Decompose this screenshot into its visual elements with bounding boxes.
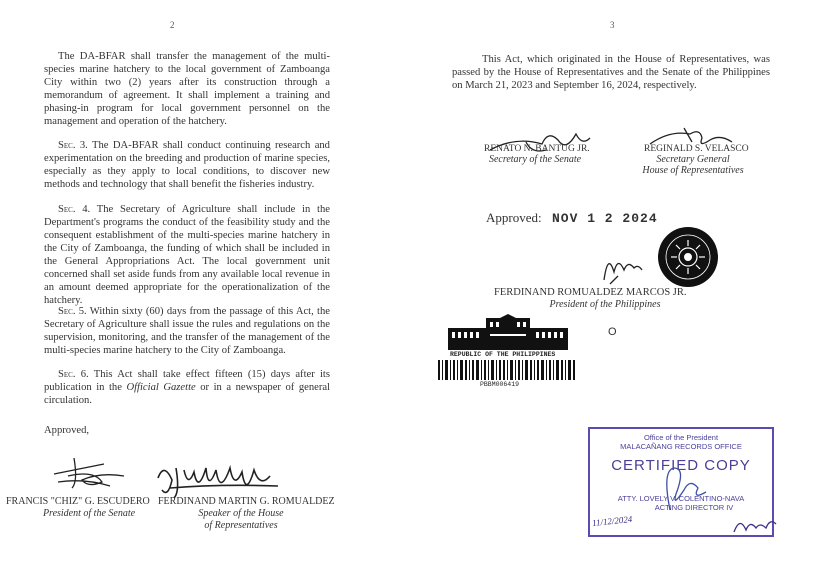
section-5-label: Sec. 5. <box>58 306 87 317</box>
section-6-label: Sec. 6. <box>58 369 89 380</box>
page-number-right: 3 <box>610 20 615 30</box>
paragraph-transfer: The DA-BFAR shall transfer the management of the multi-species marine hatchery to the local government of Zamboanga City within two (2) years after its construction through a memorandum of agreement. It shall implement a training and phasing-in program for local government personnel on the management and operation of the hatchery. <box>44 51 330 127</box>
stamp-director-name: ATTY. LOVELY V. COLENTINO-NAVA <box>617 494 745 503</box>
page-number-left: 2 <box>170 20 175 30</box>
senate-president-name: FRANCIS "CHIZ" G. ESCUDERO <box>6 496 150 507</box>
section-6-gazette: Official Gazette <box>126 382 196 393</box>
stamp-certified-copy: CERTIFIED COPY <box>611 457 751 474</box>
president-title: President of the Philippines <box>549 299 661 310</box>
section-6-text-b: or in a newspaper of general circulation. <box>44 382 330 406</box>
stamp-date-handwritten: 11/12/2024 <box>591 513 633 529</box>
origin-paragraph: This Act, which originated in the House of Representatives, was passed by the House of Representatives and the Senate of the Philippines on March 21, 2023 and September 16, 2024, respectively. <box>452 54 770 91</box>
section-6-text-a: This Act shall take effect fifteen (15) days after its publication in the <box>44 369 330 393</box>
senate-president-signature <box>44 452 144 494</box>
stamp-records-office: MALACAÑANG RECORDS OFFICE <box>620 442 742 451</box>
senate-president-title: President of the Senate <box>42 508 136 519</box>
section-6 <box>44 368 330 407</box>
presidential-seal-icon <box>657 226 719 288</box>
stamp-initials <box>730 512 780 536</box>
barcode-number: PBBM006419 <box>480 381 520 388</box>
section-4-text: The Secretary of Agriculture shall include in the Department's programs the conduct of the feasibility study and the consequent establishment of the multi-species marine hatchery in the City of Zamboanga, the funding of which shall be included in the General Appropriations Act. The local government unit concerned shall set aside funds from any available local revenue in an amount deemed appropriate for the operationalization of the hatchery. <box>44 204 330 306</box>
section-3-label: Sec. 3. <box>58 140 88 151</box>
approved-date: NOV 1 2 2024 <box>552 211 658 226</box>
letter-o: O <box>608 326 617 338</box>
section-3 <box>44 139 330 191</box>
speaker-name: FERDINAND MARTIN G. ROMUALDEZ <box>158 496 335 507</box>
section-4 <box>44 203 330 307</box>
section-5-text: Within sixty (60) days from the passage of this Act, the Secretary of Agriculture shall issue the rules and regulations on the supervision, monitoring, and the transfer of the management of the multi-species marine hatchery to the City of Zamboanga. <box>44 306 330 356</box>
barcode-icon <box>438 360 578 380</box>
speaker-title-line2: of Representatives <box>204 520 278 531</box>
senate-secretary-name: RENATO N. BANTUG JR. <box>484 144 590 154</box>
approved-left: Approved, <box>44 425 90 436</box>
malacanang-palace-icon <box>446 314 570 352</box>
stamp-signature <box>640 460 720 514</box>
seal-caption: REPUBLIC OF THE PHILIPPINES <box>450 351 556 358</box>
approved-label: Approved: <box>486 210 542 225</box>
section-5 <box>44 305 330 357</box>
senate-secretary-title: Secretary of the Senate <box>488 154 582 165</box>
section-4-label: Sec. 4. <box>58 204 91 215</box>
section-3-text: The DA-BFAR shall conduct continuing research and experimentation on the breeding and production of marine species, especially as they apply to local conditions, to discover new methods and technology that shall benefit the fisheries industry. <box>44 140 330 190</box>
president-signature <box>598 246 658 286</box>
president-name: FERDINAND ROMUALDEZ MARCOS JR. <box>494 287 687 298</box>
house-secgen-title-line2: House of Representatives <box>642 165 744 176</box>
stamp-director-title: ACTING DIRECTOR IV <box>654 503 734 512</box>
stamp-office: Office of the President <box>643 433 719 442</box>
house-secgen-name: REGINALD S. VELASCO <box>644 144 749 154</box>
speaker-title-line1: Speaker of the House <box>198 508 284 519</box>
house-secgen-title-line1: Secretary General <box>656 154 730 165</box>
